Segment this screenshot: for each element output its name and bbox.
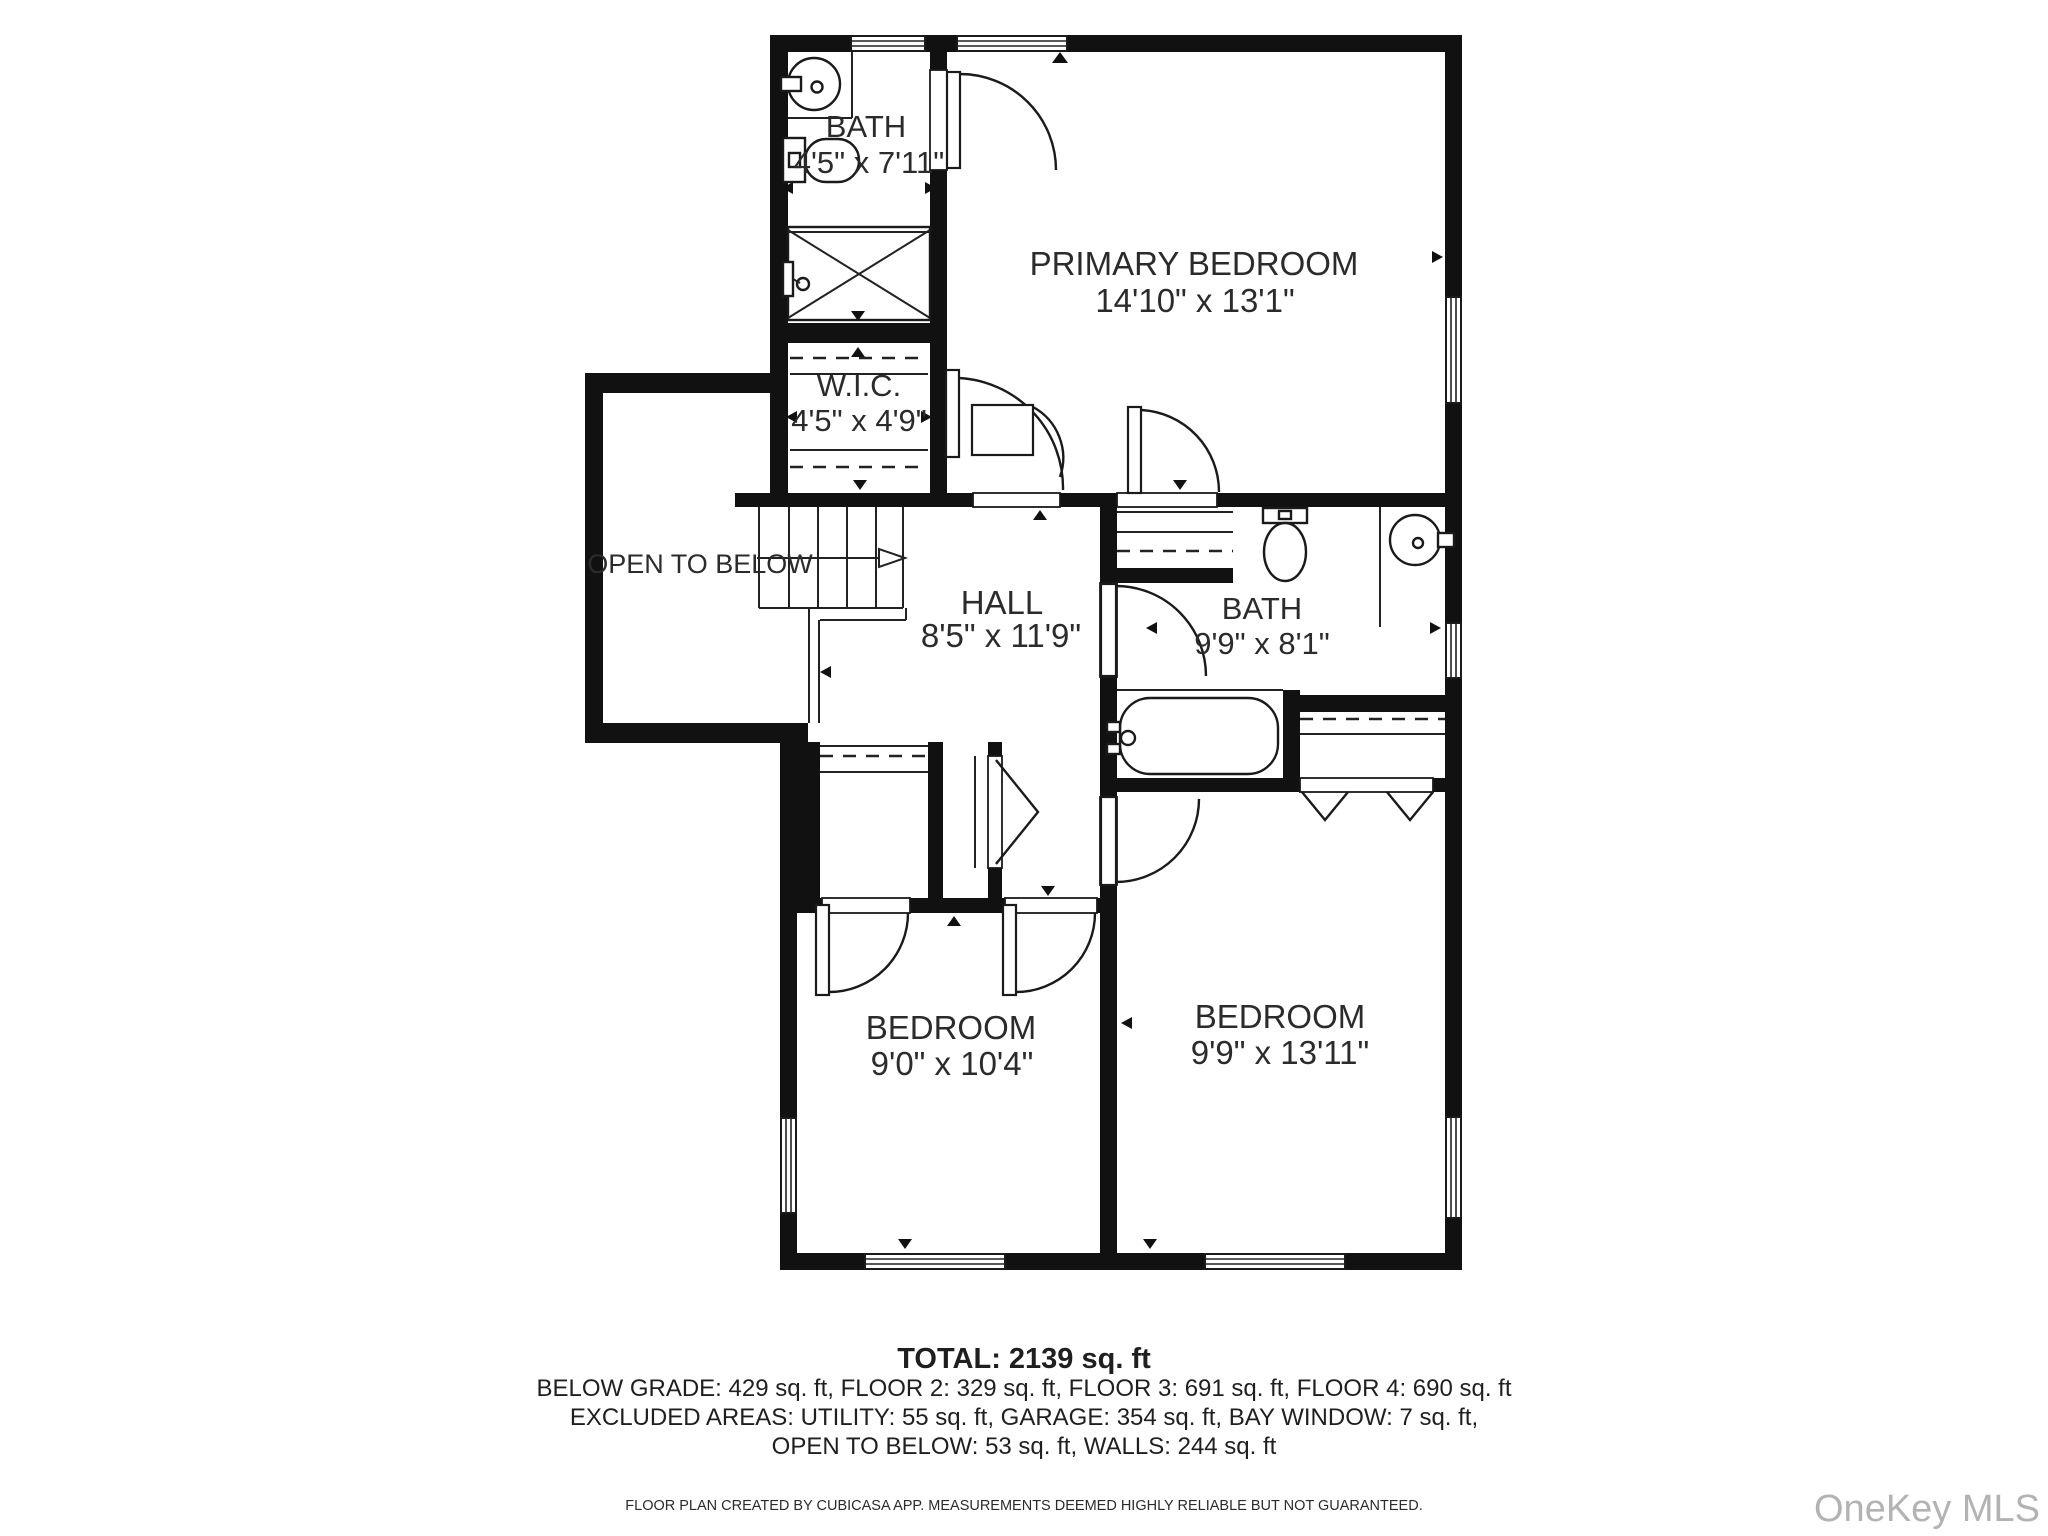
mls-watermark: OneKey MLS	[1814, 1488, 2040, 1530]
room-label: BATH	[825, 109, 907, 144]
room-dims: 9'9" x 13'11"	[1190, 1034, 1370, 1071]
room-label: W.I.C.	[816, 368, 902, 403]
window-icon	[865, 1254, 1005, 1269]
room-label: BEDROOM	[865, 1009, 1037, 1046]
shower-icon	[783, 227, 930, 320]
door-bedroom-left-closet	[816, 905, 908, 995]
room-label: BEDROOM	[1194, 998, 1366, 1035]
area-summary	[0, 1344, 2048, 1461]
window-icon	[851, 36, 925, 51]
windows	[781, 36, 1461, 1269]
window-icon	[1446, 297, 1461, 403]
room-dims: 9'0" x 10'4"	[870, 1045, 1034, 1082]
excluded-areas: EXCLUDED AREAS: UTILITY: 55 sq. ft, GARAGE: 354 sq. ft, BAY WINDOW: 7 sq. ft,	[569, 1404, 1479, 1431]
sink-icon	[781, 58, 840, 110]
room-label: OPEN TO BELOW	[587, 549, 813, 579]
window-icon	[781, 1118, 796, 1213]
floors-areas: BELOW GRADE: 429 sq. ft, FLOOR 2: 329 sq. ft, FLOOR 3: 691 sq. ft, FLOOR 4: 690 sq. ft	[536, 1375, 1512, 1402]
door-hall-primary	[946, 370, 1063, 490]
room-label: BATH	[1221, 591, 1303, 626]
room-dims: 4'5" x 4'9"	[791, 403, 927, 438]
sink-icon	[1390, 515, 1454, 565]
room-dims: 4'5" x 7'11"	[793, 145, 945, 180]
excluded-areas-2: OPEN TO BELOW: 53 sq. ft, WALLS: 244 sq. ft	[771, 1433, 1277, 1460]
window-icon	[957, 36, 1067, 51]
door-primary-bath	[947, 72, 1056, 170]
window-icon	[1446, 623, 1461, 678]
door-bedroom-left-entry	[1003, 905, 1095, 995]
window-icon	[1205, 1254, 1345, 1269]
staircase	[757, 507, 906, 723]
room-dims: 9'9" x 8'1"	[1194, 626, 1330, 661]
room-dims: 8'5" x 11'9"	[920, 617, 1082, 654]
room-labels	[587, 109, 1369, 1082]
bathtub-icon	[1107, 698, 1278, 774]
disclaimer-text: FLOOR PLAN CREATED BY CUBICASA APP. MEASUREMENTS DEEMED HIGHLY RELIABLE BUT NOT GUARANTEED.	[625, 1498, 1423, 1514]
door-bedroom-right-entry	[1101, 797, 1199, 885]
bifold-door-icon	[1302, 792, 1433, 820]
room-label: PRIMARY BEDROOM	[1029, 245, 1359, 282]
doors	[816, 72, 1433, 995]
window-icon	[1446, 1117, 1461, 1218]
toilet-icon	[1263, 508, 1307, 581]
room-label: HALL	[960, 584, 1044, 621]
room-dims: 14'10" x 13'1"	[1095, 282, 1295, 319]
total-area: TOTAL: 2139 sq. ft	[897, 1343, 1151, 1375]
